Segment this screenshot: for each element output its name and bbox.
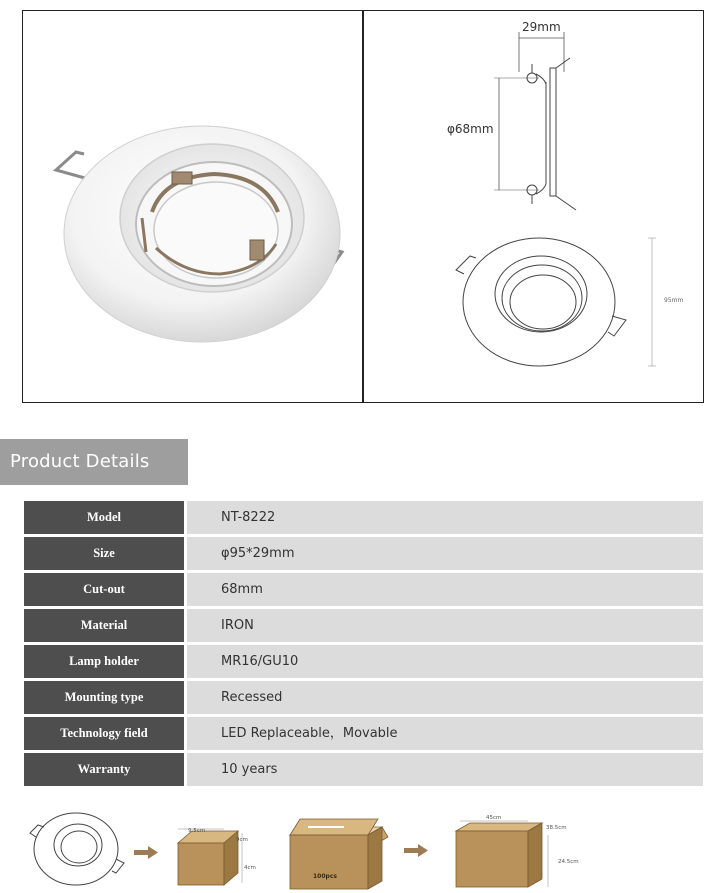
open-carton (290, 819, 388, 889)
section-tab (0, 439, 188, 485)
spec-row-technology-field (24, 717, 703, 750)
small-box (178, 829, 242, 885)
master-height-label: 24.5cm (558, 859, 579, 865)
section-title: Product Details (10, 451, 150, 472)
product-photo (24, 12, 361, 401)
packaging-sequence (0, 805, 715, 893)
small-box-width-label: 9.5cm (188, 828, 206, 834)
spec-value: IRON (187, 609, 703, 642)
spec-row-cutout (24, 573, 703, 606)
spec-label: Lamp holder (24, 645, 184, 678)
arrow-right-icon (404, 844, 428, 857)
technical-drawing (364, 12, 702, 401)
spec-value: 68mm (187, 573, 703, 606)
packaging-product-drawing (30, 813, 124, 885)
spec-label: Material (24, 609, 184, 642)
spec-value: φ95*29mm (187, 537, 703, 570)
depth-dimension-label: 29mm (522, 20, 561, 34)
spec-label: Model (24, 501, 184, 534)
spec-row-material (24, 609, 703, 642)
spec-row-mounting-type (24, 681, 703, 714)
spec-row-model (24, 501, 703, 534)
spec-value: Recessed (187, 681, 703, 714)
spec-label: Technology field (24, 717, 184, 750)
spec-row-warranty (24, 753, 703, 786)
spec-value: MR16/GU10 (187, 645, 703, 678)
small-box-depth-label: 9cm (236, 837, 248, 843)
spec-label: Warranty (24, 753, 184, 786)
small-box-height-label: 4cm (244, 865, 256, 871)
diameter-dimension-label: 95mm (664, 297, 684, 304)
spec-row-size (24, 537, 703, 570)
master-depth-label: 38.5cm (546, 825, 567, 831)
spec-label: Size (24, 537, 184, 570)
spec-value: 10 years (187, 753, 703, 786)
cutout-dimension-label: φ68mm (447, 122, 494, 136)
spec-value: LED Replaceable，Movable (187, 717, 703, 750)
spec-table (24, 501, 703, 789)
master-carton (456, 821, 548, 887)
arrow-right-icon (134, 846, 158, 859)
master-width-label: 45cm (486, 815, 502, 821)
spec-label: Cut-out (24, 573, 184, 606)
spec-row-lamp-holder (24, 645, 703, 678)
carton-quantity-label: 100pcs (313, 873, 337, 880)
spec-value: NT-8222 (187, 501, 703, 534)
spec-label: Mounting type (24, 681, 184, 714)
